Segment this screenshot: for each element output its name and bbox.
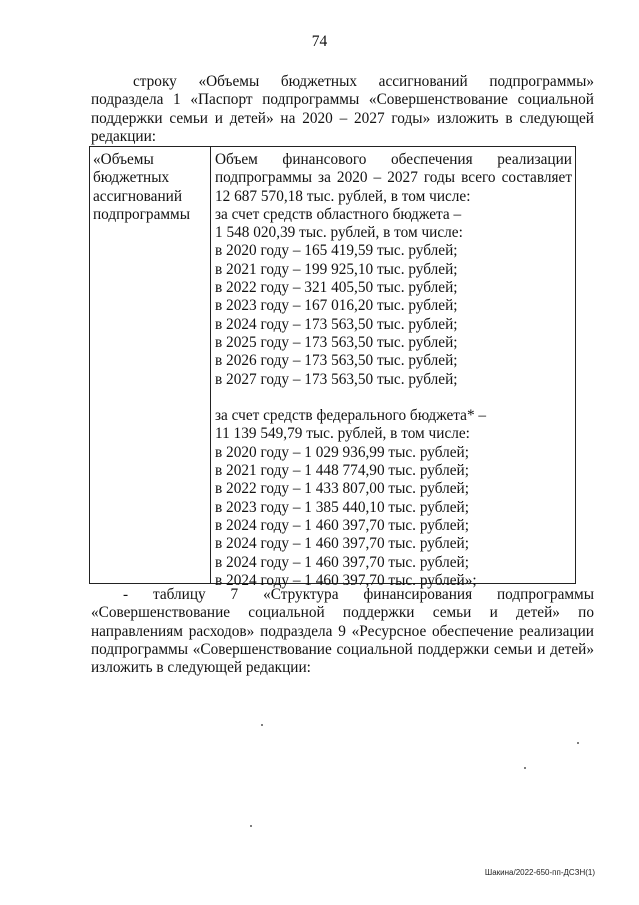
intro-line: поддержки семьи и детей» на 2020 – 2027 годы» изложить в следующей [91,109,594,127]
right-cell-line: в 2020 году – 165 419,59 тыс. рублей; [215,242,458,260]
right-cell-line: за счет средств федерального бюджета* – [215,407,487,425]
table-right-cell [215,151,572,590]
right-cell-line: в 2027 году – 173 563,50 тыс. рублей; [215,370,458,388]
right-cell-line: в 2020 году – 1 029 936,99 тыс. рублей; [215,443,469,461]
scan-speck [250,825,252,827]
page-number: 74 [311,33,328,50]
right-cell-line: 1 548 020,39 тыс. рублей, в том числе: [215,224,463,242]
table-left-cell [93,151,207,224]
right-cell-line: в 2023 году – 1 385 440,10 тыс. рублей; [215,498,469,516]
right-cell-line: в 2021 году – 199 925,10 тыс. рублей; [215,260,458,278]
right-cell-line: 11 139 549,79 тыс. рублей, в том числе: [215,425,470,443]
right-cell-line: в 2024 году – 1 460 397,70 тыс. рублей»; [215,571,477,589]
outro-line: - таблицу 7 «Структура финансирования подпрограммы [123,586,594,603]
right-cell-line: в 2024 году – 1 460 397,70 тыс. рублей; [215,535,469,553]
intro-paragraph [91,73,594,146]
right-cell-line: в 2023 году – 167 016,20 тыс. рублей; [215,297,458,315]
outro-line: направлениям расходов» подраздела 9 «Ресурсное обеспечение реализации [91,622,594,640]
right-cell-line: в 2022 году – 1 433 807,00 тыс. рублей; [215,480,469,498]
right-cell-line: 12 687 570,18 тыс. рублей, в том числе: [215,187,471,205]
right-cell-line: в 2025 году – 173 563,50 тыс. рублей; [215,333,458,351]
blank-line [215,389,572,407]
budget-table [89,146,576,589]
right-cell-line: в 2021 году – 1 448 774,90 тыс. рублей; [215,462,469,480]
outro-line: изложить в следующей редакции: [91,659,311,677]
left-cell-line: подпрограммы [93,205,191,223]
intro-line: подраздела 1 «Паспорт подпрограммы «Совершенствование социальной [91,91,594,109]
right-cell-line: в 2024 году – 1 460 397,70 тыс. рублей; [215,553,469,571]
scan-speck [577,742,579,744]
footer-document-code: Шакина/2022-650-пп-ДСЗН(1) [484,868,595,877]
right-cell-line: в 2022 году – 321 405,50 тыс. рублей; [215,279,458,297]
table-column-divider [210,147,211,583]
left-cell-line: «Объемы [93,151,154,168]
left-cell-line: бюджетных [93,169,170,187]
right-cell-line: в 2026 году – 173 563,50 тыс. рублей; [215,352,458,370]
right-cell-line: Объем финансового обеспечения реализации [215,151,572,168]
right-cell-line: в 2024 году – 173 563,50 тыс. рублей; [215,315,458,333]
right-cell-line: подпрограммы за 2020 – 2027 годы всего составляет [215,169,572,187]
scan-speck [524,767,526,769]
outro-paragraph [91,586,594,677]
left-cell-line: ассигнований [93,187,183,205]
intro-line: редакции: [91,127,157,145]
outro-line: подпрограммы «Совершенствование социальной поддержки семьи и детей» [91,640,594,658]
right-cell-line: за счет средств областного бюджета – [215,205,462,223]
intro-line: строку «Объемы бюджетных ассигнований подпрограммы» [133,73,594,90]
scan-speck [261,724,263,726]
right-cell-line: в 2024 году – 1 460 397,70 тыс. рублей; [215,516,469,534]
outro-line: «Совершенствование социальной поддержки семьи и детей» по [91,604,594,622]
